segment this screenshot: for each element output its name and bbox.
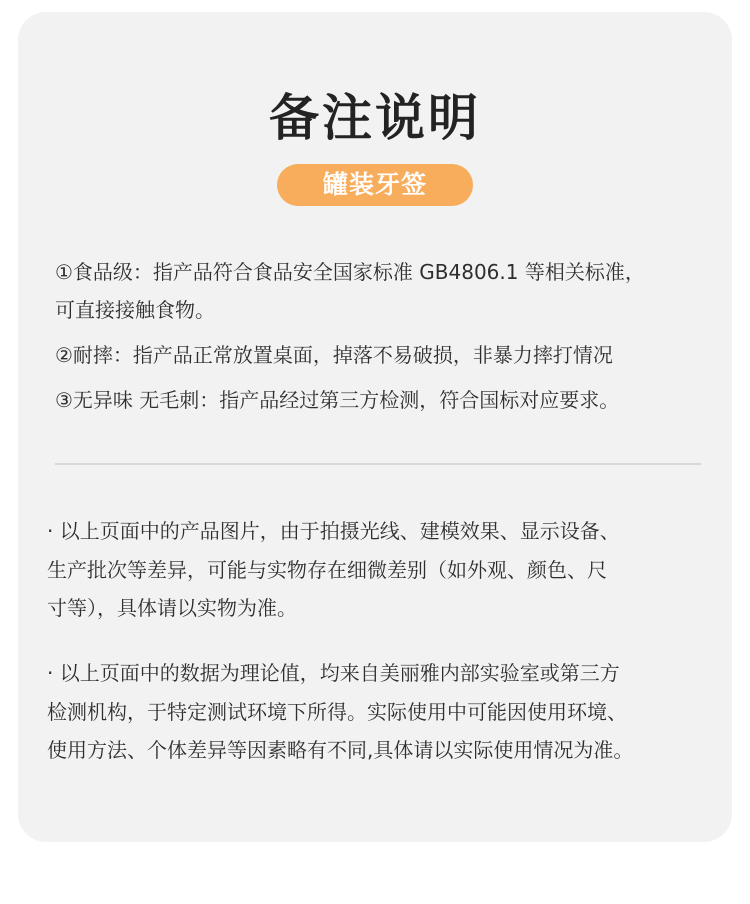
product-badge: 罐装牙签 — [277, 164, 473, 206]
spec-item-drop-resistant: ②耐摔：指产品正常放置桌面，掉落不易破损，非暴力摔打情况 — [55, 343, 613, 367]
note-images-line1: · 以上页面中的产品图片，由于拍摄光线、建模效果、显示设备、 — [47, 519, 620, 543]
note-data-line3: 使用方法、个体差异等因素略有不同,具体请以实际使用情况为准。 — [47, 738, 634, 762]
spec-item-food-grade-line1: ①食品级：指产品符合食品安全国家标准 GB4806.1 等相关标准， — [55, 260, 645, 284]
spec-item-odorless: ③无异味 无毛刺：指产品经过第三方检测，符合国标对应要求。 — [55, 388, 620, 412]
page-title: 备注说明 — [269, 89, 481, 147]
note-images-line2: 生产批次等差异，可能与实物存在细微差别（如外观、颜色、尺 — [47, 558, 607, 582]
note-data-line2: 检测机构，于特定测试环境下所得。实际使用中可能因使用环境、 — [47, 700, 627, 724]
spec-item-food-grade-line2: 可直接接触食物。 — [55, 298, 215, 322]
section-divider — [55, 463, 701, 465]
note-data-line1: · 以上页面中的数据为理论值，均来自美丽雅内部实验室或第三方 — [47, 661, 620, 685]
note-images-line3: 寸等），具体请以实物为准。 — [47, 596, 297, 620]
